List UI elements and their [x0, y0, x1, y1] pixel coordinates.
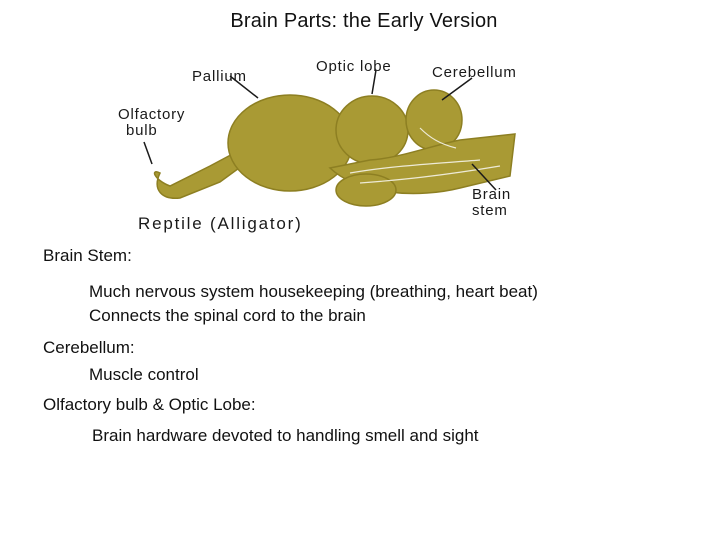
- label-olfactory-line1: Olfactory: [118, 106, 186, 123]
- label-optic-lobe: Optic lobe: [316, 58, 392, 75]
- brain-stem-item: Connects the spinal cord to the brain: [89, 306, 366, 325]
- olfactory-optic-item: Brain hardware devoted to handling smell and sight: [92, 426, 479, 445]
- label-brain-stem-line2: stem: [472, 202, 508, 219]
- label-olfactory-line2: bulb: [126, 122, 158, 139]
- heading-brain-stem: Brain Stem:: [43, 246, 132, 265]
- label-brain-stem-line1: Brain: [472, 186, 512, 203]
- label-cerebellum: Cerebellum: [432, 64, 517, 81]
- heading-olfactory-optic: Olfactory bulb & Optic Lobe:: [43, 395, 256, 414]
- brain-figure: [100, 48, 540, 244]
- heading-cerebellum: Cerebellum:: [43, 338, 135, 357]
- ventral-lobe-shape: [336, 174, 396, 206]
- cerebellum-item: Muscle control: [89, 365, 199, 384]
- pallium-shape: [228, 95, 352, 191]
- brain-stem-item: Much nervous system housekeeping (breathing, heart beat): [89, 282, 538, 301]
- figure-caption: Reptile (Alligator): [138, 214, 303, 233]
- optic-lobe-shape: [336, 96, 408, 164]
- slide-title: Brain Parts: the Early Version: [230, 10, 498, 32]
- label-pallium: Pallium: [192, 68, 247, 85]
